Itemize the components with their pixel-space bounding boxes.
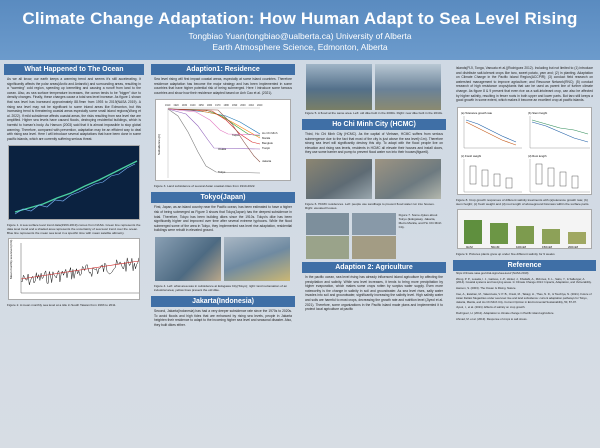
figure-9-label-4: 200mM bbox=[568, 244, 579, 249]
figure-9-plant-3 bbox=[542, 229, 560, 249]
figure-3-year-tick: 1950 bbox=[198, 104, 204, 108]
figure-2-monthly-sea-level bbox=[8, 238, 140, 300]
figure-9-plant-2 bbox=[516, 226, 534, 249]
legend-taipei: Taipei bbox=[232, 133, 240, 138]
figure-3-year-ticks bbox=[165, 104, 263, 107]
figure-4-photos bbox=[155, 237, 291, 281]
figure-5-caption: Figure 5. A flood at the same area. Left: old dike built in the 2000s. Right: new dike built in the 2010s. bbox=[305, 111, 443, 115]
figure-8-label-b: (b) Stem height bbox=[528, 110, 548, 115]
section-body-jakarta: Second, Jakarta(Indonesia) has had a very deeper subsidence rate since the 1970s to 2020s. To avoid floods and high tides that are enhanced by rising sea levels, people in Jakarta heighten their residence to adapt to the incoming higher sea level and seasonal disaster. Also, they built dikes either. bbox=[154, 308, 292, 327]
legend-jakarta: Jakarta bbox=[262, 159, 272, 164]
figure-1-caption: Figure 1. A sea surface level trend data(1993-2019) comes from NASA. Green line represents the data level trend and a shaded area represents the uncertainty of sea level trend over the ocean. Blue line represents the mean sea level in a specific time with mean satellite altimetry. bbox=[7, 223, 141, 236]
section-heading-residence: Adaption1: Residence bbox=[151, 64, 295, 75]
figure-3-year-tick: 1990 bbox=[231, 104, 238, 108]
figure-5-photos bbox=[306, 64, 442, 110]
figure-3-year-tick: 1930 bbox=[181, 104, 188, 108]
figure-7-photo-grid bbox=[306, 213, 349, 259]
figure-3-year-tick: 2000 bbox=[240, 104, 246, 108]
figure-3-year-tick: 1980 bbox=[223, 104, 229, 108]
figure-3-year-tick: 2020 bbox=[257, 104, 263, 108]
section-body-agriculture-cont: islands(FIJI, Tonga, Vanuatu et al.)(Rodríguez 2012). Including but not limited to (1) introduce and distribute salt-tolerant crops like taro, sweet potato, yam and; (2) in planting. Adaptation on Climate Change in the Pacific Island Region(ACCPIR); (3) conduct field research on watershed management to improve agriculture; and Resource Network(RNC); (5) conduct research of high resistance crops/plants that can be used as parent line of further climate change. As figure 8 & 9 present that even rice as a salt-intolerant crop, can also be affected by higher salinity, resulting in fewer roots in both upper and lower parts. But taro still keeps a good growth in some extent, which makes it become an excellent crop at pacific islands. bbox=[456, 66, 593, 103]
figure-9-label-2: 100mM bbox=[516, 244, 527, 249]
figure-1-sea-level-satellite bbox=[8, 145, 140, 220]
legend-tianjin: Tianjin bbox=[262, 146, 271, 151]
figure-3-year-tick: 1960 bbox=[206, 104, 213, 108]
figure-9-plot bbox=[458, 210, 592, 249]
figure-4-right-photo bbox=[224, 237, 290, 281]
section-heading-ocean: What Happened to The Ocean bbox=[4, 64, 144, 75]
section-heading-tokyo: Tokyo(Japan) bbox=[151, 192, 295, 203]
figure-7-photos bbox=[306, 213, 442, 259]
figure-3-year-tick: 1910 bbox=[165, 104, 171, 108]
reference-item: Wong, P. P., Losada, I. J., Gattuso, J.-P., Hinkel, J., Khattabi, A., McInnes, K. L., Saito, Y., & Sallenger, A. (2014). Coastal systems and low-lying areas. In Climate Change 2014: Impacts, Adaptation, and Vulnerability. bbox=[456, 276, 592, 285]
series-manila bbox=[168, 109, 260, 138]
figure-6-right-photo bbox=[375, 159, 441, 199]
figure-8-caption: Figure 8. Crop growth responses of different salinity treatments with (a)tolerance growth rate; (b) stem height; (c) fresh weight and (d) root length of aboveground biomass within the surface parts. bbox=[456, 197, 590, 206]
figure-3-year-tick: 1940 bbox=[190, 104, 196, 108]
column-1 bbox=[4, 64, 144, 308]
poster-title: Climate Change Adaptation: How Human Adapt to Sea Level Rising bbox=[22, 9, 578, 28]
legend-ho-chi-minh: Ho Chi Minh bbox=[262, 131, 278, 136]
figure-6-caption: Figure 6. HCMC residences. Left: people use sandbags to prevent flood water run into houses. Right: elevated houses. bbox=[305, 201, 435, 210]
series-tianjin bbox=[168, 109, 260, 144]
figure-2-series bbox=[21, 258, 139, 285]
figure-6-photos bbox=[306, 159, 442, 199]
figure-7-jakarta-photo bbox=[306, 236, 349, 259]
figure-3-ylabel: Subsidence (m) bbox=[157, 134, 161, 156]
figure-3-year-tick: 2010 bbox=[248, 104, 254, 108]
legend-osaka: Osaka bbox=[218, 147, 227, 152]
poster-department: Earth Atmosphere Science, Edmonton, Alberta bbox=[212, 42, 388, 52]
figure-9-caption: Figure 9. Pictures plants grew up under five different salinity for 9 weeks bbox=[456, 251, 555, 256]
figure-4-left-photo bbox=[155, 237, 221, 281]
figure-6-left-photo bbox=[306, 159, 372, 199]
series-jakarta bbox=[168, 109, 260, 162]
poster-header bbox=[0, 0, 600, 58]
section-heading-jakarta: Jakarta(Indonesia) bbox=[151, 296, 295, 307]
figure-7-hcmc-photo bbox=[352, 236, 395, 259]
section-body-residence: Sea level rising will first impact coastal areas, especially at some island countries. Therefore residence adaptation has become the major strategy and has been implemented in some countries that have higher potential risk of being submerged. Here I introduce some famous countries and show how their residence adapted based on Anh Cao et al. (2021). bbox=[154, 77, 292, 95]
reference-item: Hanson, S. (2003). The Ocean Is Rising. Nature. bbox=[456, 286, 517, 291]
figure-1-plot bbox=[9, 146, 140, 220]
figure-9-label-1: 50mM bbox=[491, 244, 500, 249]
section-heading-hcmc: Ho Chi Minh City (HCMC) bbox=[302, 119, 446, 130]
reference-item: Jiyeol, I., et al. (2021). Effects of salinity on crop growth. bbox=[456, 305, 526, 310]
figure-7-manila-photo bbox=[352, 213, 395, 236]
reference-item: https://climate.nasa.gov/vital-signs/sea-level/ (NASA 2019) bbox=[456, 270, 529, 275]
figure-8-crop-growth-charts bbox=[457, 107, 592, 195]
figure-3-subsidence-chart bbox=[155, 99, 291, 181]
reference-item: Cao, A., Esteban, M., Valenzuela, V. P. B., Onuki, M., Takagi, H., Thao, N. D., & Tsuchiya, N. (2021). Future of Asian Deltaic Megacities under sea level rise and land subsidence: current adaptation pathways for Tokyo, Jakarta, Manila, and Ho Chi Minh City. Current Opinion in Environmental Sustainability, 50, 87-97. bbox=[456, 291, 592, 304]
figure-2-caption: Figure 2. A mean monthly sea level at a tide in South Taiwan from 1993 to 2011. bbox=[7, 303, 117, 308]
figure-5-left-photo bbox=[306, 64, 372, 110]
figure-7-caption: Figure 7. Some dykes about Tokyo (Edogawa), Jakarta, Metro Manila, and Ho Chi Minh City. bbox=[398, 212, 442, 229]
figure-4-caption: Figure 4. Left: what area was in subsidence at Edogawa City(Tokyo); right: land reclamation of an industrial area; yellow lines present the old dike. bbox=[154, 283, 288, 292]
column-3 bbox=[302, 64, 446, 314]
figure-8-panel-d bbox=[528, 154, 590, 192]
figure-3-plot bbox=[156, 100, 291, 181]
section-body-hcmc: Third, Ho Chi Minh City (HCMC). As the capital of Vietnam, HCMC suffers from serious submergence due to the fact that most of the city is just above the sea level(<1m). Therefore strong sea level will significantly destroy this city. To adapt with the flood people live on elevation and rising sea levels, residents in HCMC all elevate their houses and install doors, they use some barrier and pump to prevent flood water run into their houses(figure6). bbox=[305, 132, 443, 155]
figure-5-right-photo bbox=[375, 64, 441, 110]
figure-2-ylabel: Mean monthly sea level (mm) bbox=[9, 239, 13, 280]
figure-9-plant-0 bbox=[464, 220, 482, 249]
section-heading-agriculture: Adaption 2: Agriculture bbox=[302, 262, 446, 273]
reference-item: Rodríguez, H. (2012). Adaptation to climate change in Pacific island agriculture. bbox=[456, 311, 555, 316]
figure-7-tokyo-photo bbox=[306, 213, 349, 236]
figure-9-plant-4 bbox=[568, 232, 586, 249]
figure-7-photo-grid-2 bbox=[352, 213, 395, 259]
poster-authors: Tongbiao Yuan(tongbiao@ualberta.ca) University of Alberta bbox=[188, 31, 412, 41]
figure-3-year-tick: 1970 bbox=[215, 104, 221, 108]
legend-bangkok: Bangkok bbox=[262, 141, 273, 146]
figure-8-label-c: (c) Fresh weight bbox=[461, 153, 482, 158]
figure-3-year-tick: 1920 bbox=[173, 104, 179, 108]
figure-8-panel-a bbox=[461, 111, 522, 148]
figure-2-trend bbox=[21, 261, 139, 279]
figure-8-plot bbox=[458, 108, 592, 195]
figure-2-plot bbox=[9, 239, 140, 300]
figure-8-label-a: (a) Tolerance growth rate bbox=[461, 110, 493, 115]
section-heading-reference: Reference bbox=[453, 260, 596, 271]
figure-8-label-d: (d) Root length bbox=[528, 153, 547, 158]
figure-8-panel-b bbox=[528, 111, 590, 148]
legend-tokyo: Tokyo bbox=[218, 170, 226, 175]
column-4 bbox=[453, 64, 596, 323]
figure-3-caption: Figure 3. Land subsidence of several Asian coastal cities from 1910-2022. bbox=[154, 184, 256, 189]
column-2 bbox=[151, 64, 295, 329]
section-body-ocean: As we all know, our earth keeps a warming trend and seems it's still accelerating. It significantly affects the polar areas(Arctic and Antarctic) and surrounding areas, resulting in a "warming" cold region, speeding up icemelting and causing a runoff from land to the ocean. Also, as sea surface temperature increases, the ocean tends to be "bigger" due to density changes. Finally, these changes cause a total sea level increase. As figure 1 shown that sea level has increased approximately 88.9mm from 1993 to 2019(NASA 2019). A rising sea level may not be significant to some inland areas like Edmonton, but this increasing trend is threatening coastal areas especially some small island regions(Wong et al. 2022). If mild subsidence affects coastal areas, the risks resulting from sea level rise are amplified. Higher sea levels have caused floods, destroying residential buildings, which is harmful to human's body. As Hanson (2003) said that it is almost impossible to stop global warming. Therefore, compared with prevention, adaptation may be an efficient way to deal with rising sea level. Here I will introduce several adaptations that have been done in some pacific islands, which are currently suffering serious threat. bbox=[7, 77, 141, 141]
figure-9-label-0: 0mM bbox=[466, 244, 473, 249]
figure-9-plant-1 bbox=[490, 223, 508, 249]
figure-9-label-3: 150mM bbox=[542, 244, 553, 249]
reference-item: Ahmad, M. et al. (2013). Response of crops to salt stress. bbox=[456, 316, 528, 321]
legend-manila: Manila bbox=[262, 136, 271, 141]
figure-9-plants-photo bbox=[457, 209, 592, 249]
section-body-tokyo: First, Japan, as an island country near the Pacific ocean, has been estimated to have a higher risk of being submerged as Figure 3 shows that Tokyo(Japan) has the deepest subsidence in total. Therefore, Tokyo has been building dikes since the 1910s. Tokyo's dike has been significantly higher and improved over time after several extreme typhoons. While the flood submerged some of the area in Tokyo, they implemented sea level rise adaptation, residential buildings were rebuilt in elevated ground. bbox=[154, 205, 292, 233]
series-tokyo bbox=[168, 109, 260, 173]
figure-8-panel-c bbox=[461, 154, 522, 192]
section-body-agriculture: In the pacific ocean, sea level rising has already influenced island agriculture by affecting the precipitation and salinity. While sea level increases, it tends to bring more precipitation by higher evaporation, which makes some crops rotten by surplus water supply. Even more noteworthy is the change in salinity in soil and groundwater. As sea level rises, salty water invades into soil and groundwater, significantly increasing the salinity level. High salinity water and soils are harmful to most crops, decreasing the growth rate and nutrition level (Jiyeol et al. 2021). Therefore, some organizations in the Pacific island made plans and implemented it to protect local agriculture at pacific bbox=[305, 274, 443, 312]
